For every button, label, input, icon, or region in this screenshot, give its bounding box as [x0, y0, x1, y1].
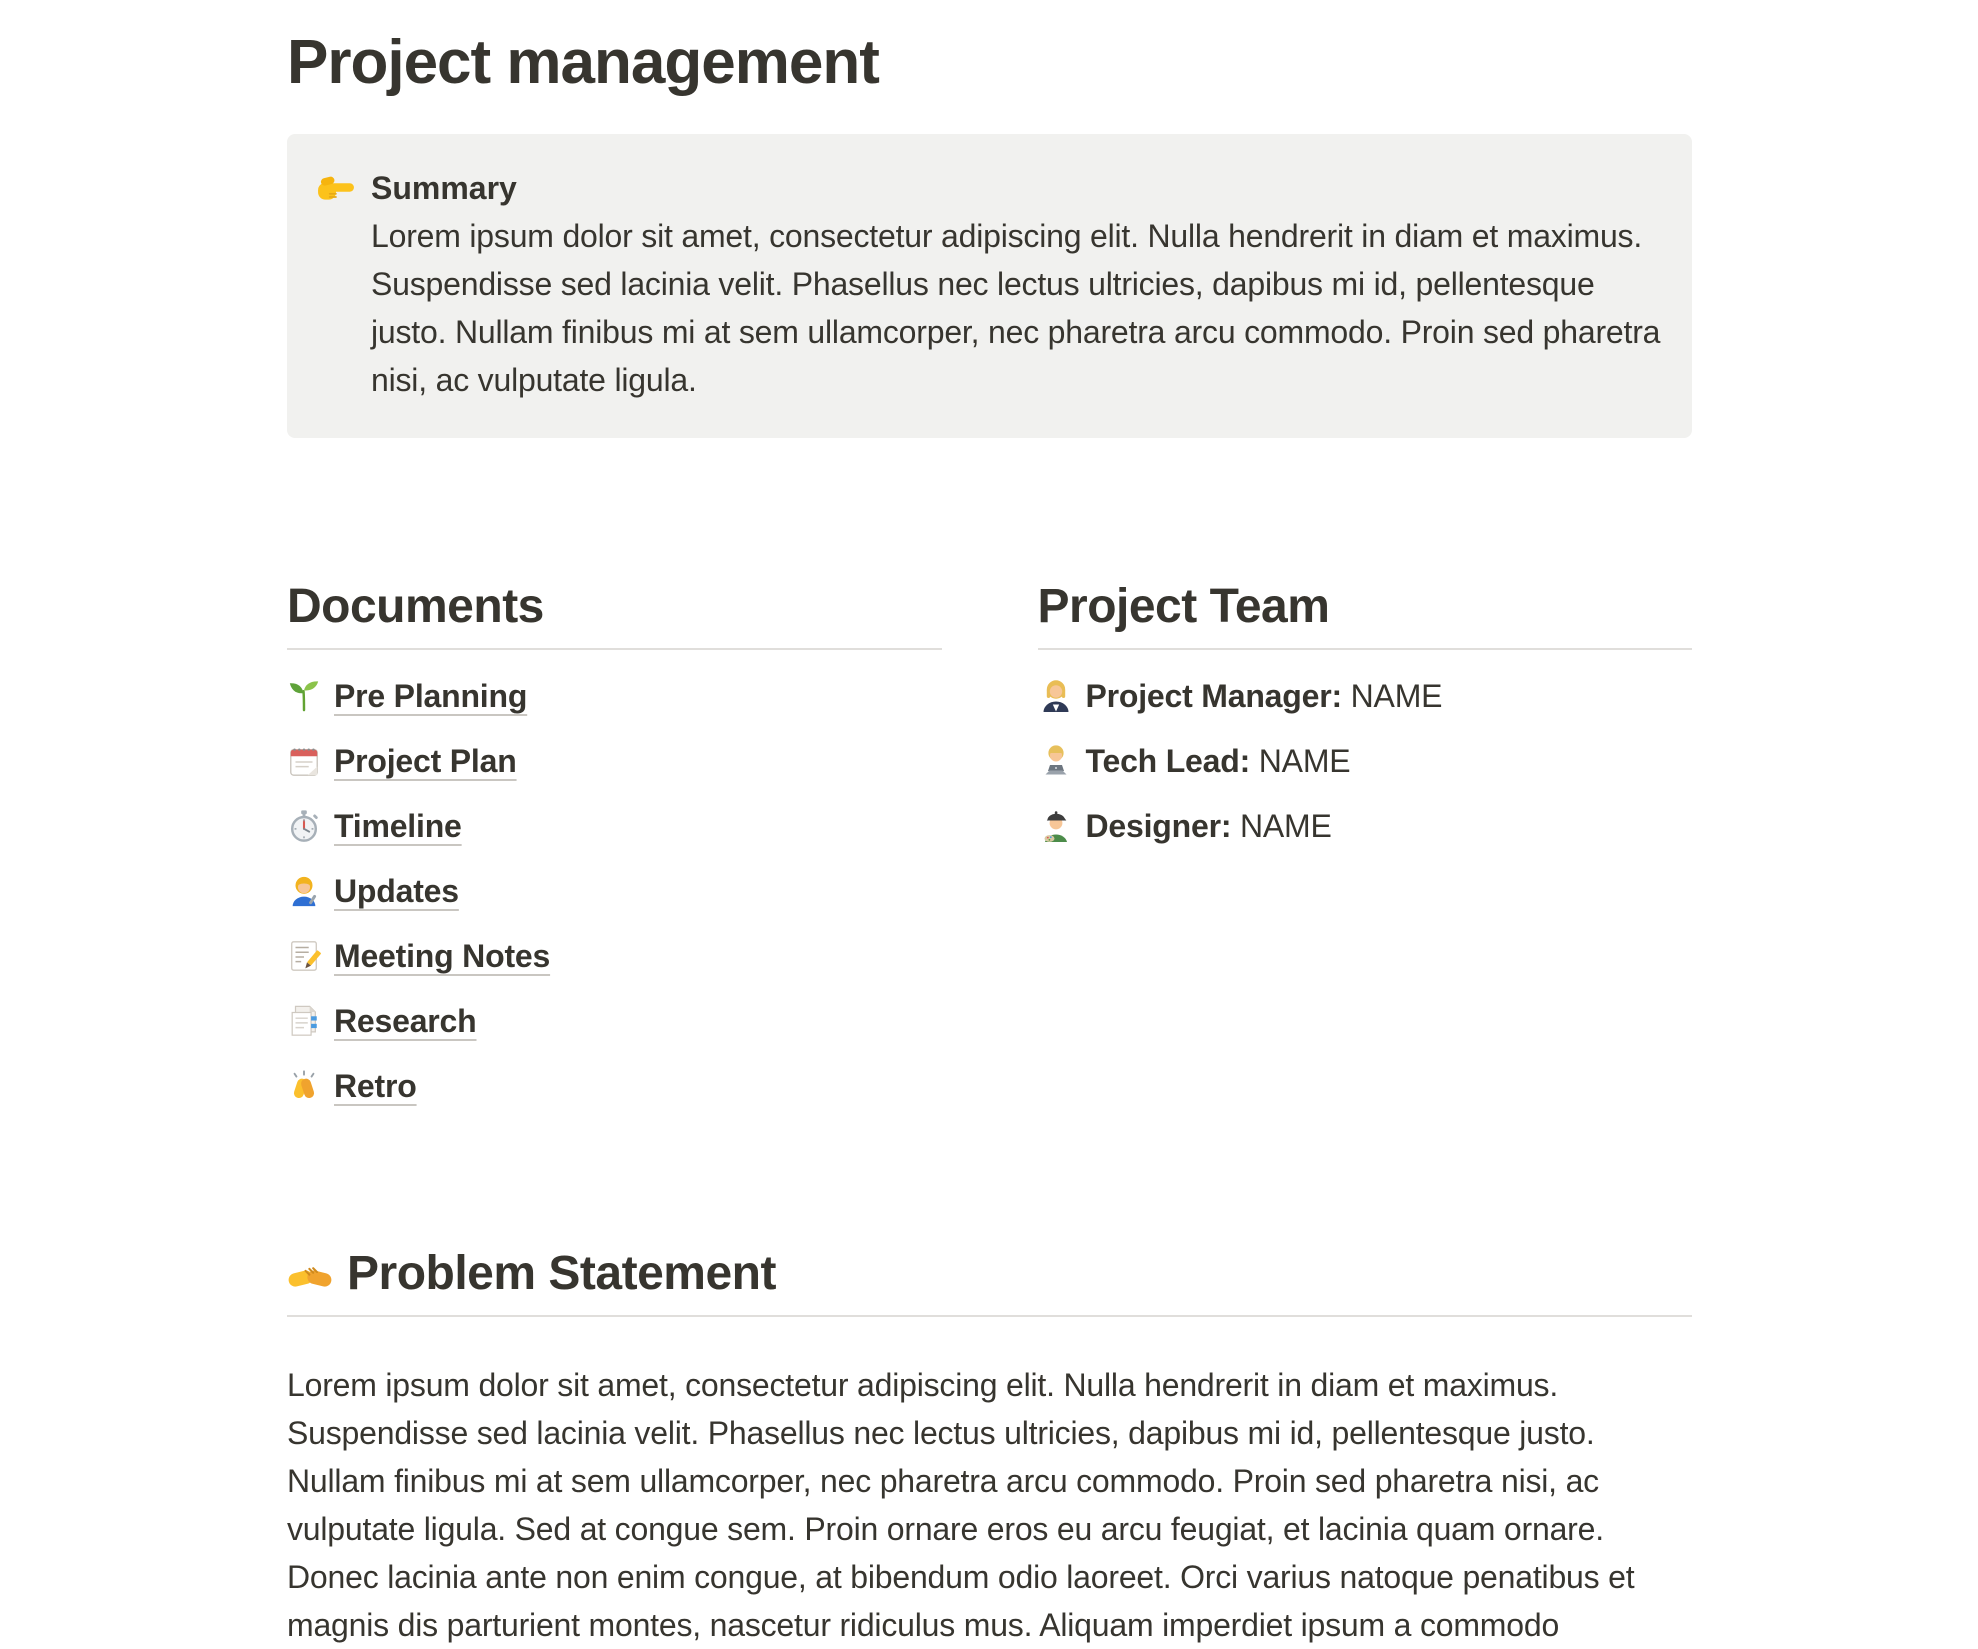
problem-divider: [287, 1315, 1692, 1317]
document-link-pre-planning[interactable]: [287, 672, 942, 720]
team-divider: [1038, 648, 1693, 650]
document-link-label[interactable]: Retro: [334, 1068, 417, 1104]
team-member-name: NAME: [1240, 808, 1332, 844]
document-link-label[interactable]: Research: [334, 1003, 477, 1039]
problem-heading: Problem Statement: [347, 1247, 776, 1300]
team-member-role: Tech Lead:: [1085, 743, 1251, 779]
clapping-hands-icon: [287, 1069, 321, 1103]
team-member-text: [1086, 672, 1443, 720]
document-link-timeline[interactable]: [287, 802, 942, 850]
woman-mechanic-icon: [287, 874, 321, 908]
document-link-label[interactable]: Timeline: [334, 808, 462, 844]
document-link-label[interactable]: Updates: [334, 873, 459, 909]
team-member-designer: [1038, 802, 1693, 850]
man-technologist-icon: [1038, 743, 1074, 779]
callout-title: Summary: [371, 170, 517, 206]
columns: [287, 578, 1692, 1127]
team-member-role: Designer:: [1085, 808, 1232, 844]
team-list: [1038, 672, 1693, 850]
summary-callout: [287, 134, 1692, 438]
team-column: [1038, 578, 1693, 1127]
team-member-text: [1086, 737, 1351, 785]
bookmark-tabs-icon: [287, 1004, 321, 1038]
point-right-icon: [317, 169, 355, 207]
document-link-meeting-notes[interactable]: [287, 932, 942, 980]
man-artist-icon: [1038, 808, 1074, 844]
team-heading: Project Team: [1037, 580, 1330, 633]
team-member-project-manager: [1038, 672, 1693, 720]
callout-body: Lorem ipsum dolor sit amet, consectetur adipiscing elit. Nulla hendrerit in diam et maximus. Suspendisse sed lacinia velit. Phasellus nec lectus ultricies, dapibus mi id, pellentesque justo. Nullam finibus mi at sem ullamcorper, nec pharetra arcu commodo. Proin sed pharetra nisi, ac vulputate ligula.: [371, 218, 1661, 398]
document-link-retro[interactable]: [287, 1062, 942, 1110]
document-link-updates[interactable]: [287, 867, 942, 915]
team-member-name: NAME: [1258, 743, 1351, 779]
callout-content: [371, 164, 1666, 404]
team-member-text: [1086, 802, 1332, 850]
problem-section: [287, 1245, 1692, 1649]
document-link-label[interactable]: Pre Planning: [334, 678, 528, 714]
documents-column: [287, 578, 942, 1127]
memo-icon: [287, 939, 321, 973]
document-link-project-plan[interactable]: [287, 737, 942, 785]
problem-body: Lorem ipsum dolor sit amet, consectetur adipiscing elit. Nulla hendrerit in diam et maximus. Suspendisse sed lacinia velit. Phasellus nec lectus ultricies, dapibus mi id, pellentesque justo. Nullam finibus mi at sem ullamcorper, nec pharetra arcu commodo. Proin sed pharetra nisi, ac vulputate ligula. Sed at congue sem. Proin ornare eros eu arcu feugiat, et lacinia quam ornare. Donec lacinia ante non enim congue, at bibendum odio laoreet. Orci varius natoque penatibus et magnis dis parturient montes, nascetur ridiculus mus. Aliquam imperdiet ipsum a commodo: [287, 1367, 1635, 1643]
documents-divider: [287, 648, 942, 650]
stopwatch-icon: [287, 809, 321, 843]
document-link-label[interactable]: Meeting Notes: [334, 938, 551, 974]
document-link-research[interactable]: [287, 997, 942, 1045]
page: [287, 0, 1692, 1649]
team-member-role: Project Manager:: [1085, 678, 1342, 714]
problem-heading-row: [287, 1245, 1692, 1303]
team-member-name: NAME: [1350, 678, 1443, 714]
documents-heading: Documents: [287, 580, 544, 633]
documents-list: [287, 672, 942, 1110]
seedling-icon: [287, 679, 321, 713]
document-link-label[interactable]: Project Plan: [334, 743, 517, 779]
woman-office-worker-icon: [1038, 678, 1074, 714]
page-title: Project management: [287, 28, 879, 97]
team-member-tech-lead: [1038, 737, 1693, 785]
handshake-icon: [287, 1251, 333, 1297]
spiral-calendar-icon: [287, 744, 321, 778]
